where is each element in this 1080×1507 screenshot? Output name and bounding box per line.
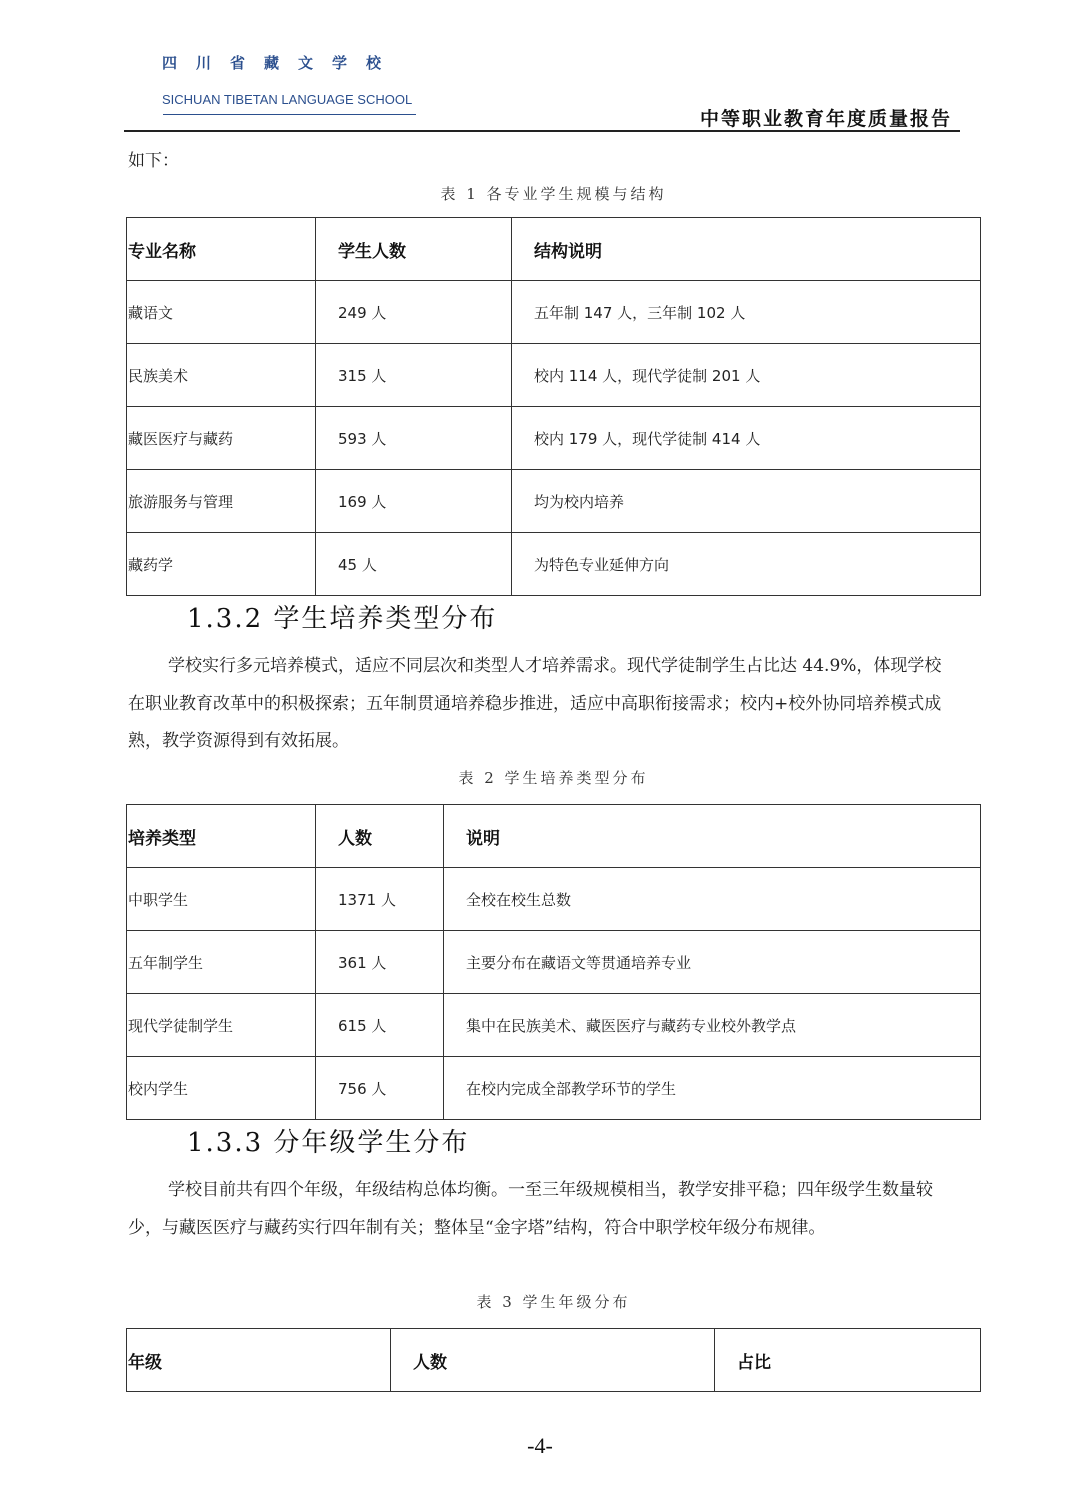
section-heading-1-3-3: 1.3.3 分年级学生分布 bbox=[187, 1128, 470, 1158]
table-row bbox=[127, 407, 981, 470]
table-cell: 藏语文 bbox=[127, 281, 316, 344]
table2-header-cell: 说明 bbox=[444, 805, 981, 868]
report-title: 中等职业教育年度质量报告 bbox=[699, 108, 952, 130]
school-name-english: SICHUAN TIBETAN LANGUAGE SCHOOL bbox=[162, 92, 413, 107]
table-cell: 主要分布在藏语文等贯通培养专业 bbox=[444, 931, 981, 994]
logo-underline bbox=[163, 114, 416, 115]
table1-caption: 表 1 各专业学生规模与结构 bbox=[440, 185, 667, 203]
table3-header-cell: 占比 bbox=[715, 1329, 981, 1392]
table3-header-row bbox=[127, 1329, 981, 1392]
table-row bbox=[127, 344, 981, 407]
table1-header-cell: 专业名称 bbox=[127, 218, 316, 281]
table3 bbox=[126, 1328, 981, 1392]
table1-header-cell: 结构说明 bbox=[512, 218, 981, 281]
table-cell: 五年制 147 人，三年制 102 人 bbox=[512, 281, 981, 344]
table1 bbox=[126, 217, 981, 596]
page-number: -4- bbox=[527, 1433, 553, 1458]
table-row bbox=[127, 994, 981, 1057]
table-cell: 藏药学 bbox=[127, 533, 316, 596]
table-cell: 校内 179 人，现代学徒制 414 人 bbox=[512, 407, 981, 470]
section-paragraph-1-3-2 bbox=[128, 648, 958, 761]
table-cell: 全校在校生总数 bbox=[444, 868, 981, 931]
table-cell: 45 人 bbox=[316, 533, 512, 596]
table-cell: 旅游服务与管理 bbox=[127, 470, 316, 533]
table-cell: 在校内完成全部教学环节的学生 bbox=[444, 1057, 981, 1120]
table1-header-cell: 学生人数 bbox=[316, 218, 512, 281]
table-row bbox=[127, 1057, 981, 1120]
table-cell: 藏医医疗与藏药 bbox=[127, 407, 316, 470]
table2-header-cell: 培养类型 bbox=[127, 805, 316, 868]
table-cell: 集中在民族美术、藏医医疗与藏药专业校外教学点 bbox=[444, 994, 981, 1057]
intro-text: 如下： bbox=[128, 151, 179, 171]
table-row bbox=[127, 470, 981, 533]
table3-caption: 表 3 学生年级分布 bbox=[476, 1293, 631, 1311]
table-cell: 均为校内培养 bbox=[512, 470, 981, 533]
table2-header-row bbox=[127, 805, 981, 868]
table-cell: 民族美术 bbox=[127, 344, 316, 407]
paragraph-text: 学校目前共有四个年级，年级结构总体均衡。一至三年级规模相当，教学安排平稳；四年级学生数量较少，与藏医医疗与藏药实行四年制有关；整体呈“金字塔”结构，符合中职学校年级分布规律。 bbox=[128, 1180, 933, 1238]
table-row bbox=[127, 931, 981, 994]
table-cell: 361 人 bbox=[316, 931, 444, 994]
table2-header-cell: 人数 bbox=[316, 805, 444, 868]
table-cell: 593 人 bbox=[316, 407, 512, 470]
table-cell: 现代学徒制学生 bbox=[127, 994, 316, 1057]
table1-header-row bbox=[127, 218, 981, 281]
paragraph-text: 学校实行多元培养模式，适应不同层次和类型人才培养需求。现代学徒制学生占比达 44.9%，体现学校在职业教育改革中的积极探索；五年制贯通培养稳步推进，适应中高职衔接需求；校内+校外协同培养模式成熟，教学资源得到有效拓展。 bbox=[128, 656, 942, 751]
table3-header-cell: 年级 bbox=[127, 1329, 391, 1392]
table-cell: 756 人 bbox=[316, 1057, 444, 1120]
table-row bbox=[127, 533, 981, 596]
table2 bbox=[126, 804, 981, 1120]
table-cell: 615 人 bbox=[316, 994, 444, 1057]
table-cell: 校内 114 人，现代学徒制 201 人 bbox=[512, 344, 981, 407]
table-cell: 校内学生 bbox=[127, 1057, 316, 1120]
table-cell: 169 人 bbox=[316, 470, 512, 533]
table-cell: 1371 人 bbox=[316, 868, 444, 931]
section-paragraph-1-3-3 bbox=[128, 1172, 958, 1247]
table-cell: 249 人 bbox=[316, 281, 512, 344]
table-cell: 中职学生 bbox=[127, 868, 316, 931]
school-name-chinese: 四川省藏文学校 bbox=[162, 54, 401, 72]
table-row bbox=[127, 868, 981, 931]
section-heading-1-3-2: 1.3.2 学生培养类型分布 bbox=[187, 604, 498, 634]
table3-header-cell: 人数 bbox=[391, 1329, 715, 1392]
table-cell: 五年制学生 bbox=[127, 931, 316, 994]
table-cell: 315 人 bbox=[316, 344, 512, 407]
header-divider bbox=[124, 130, 960, 132]
table-cell: 为特色专业延伸方向 bbox=[512, 533, 981, 596]
table2-caption: 表 2 学生培养类型分布 bbox=[458, 769, 649, 787]
table-row bbox=[127, 281, 981, 344]
